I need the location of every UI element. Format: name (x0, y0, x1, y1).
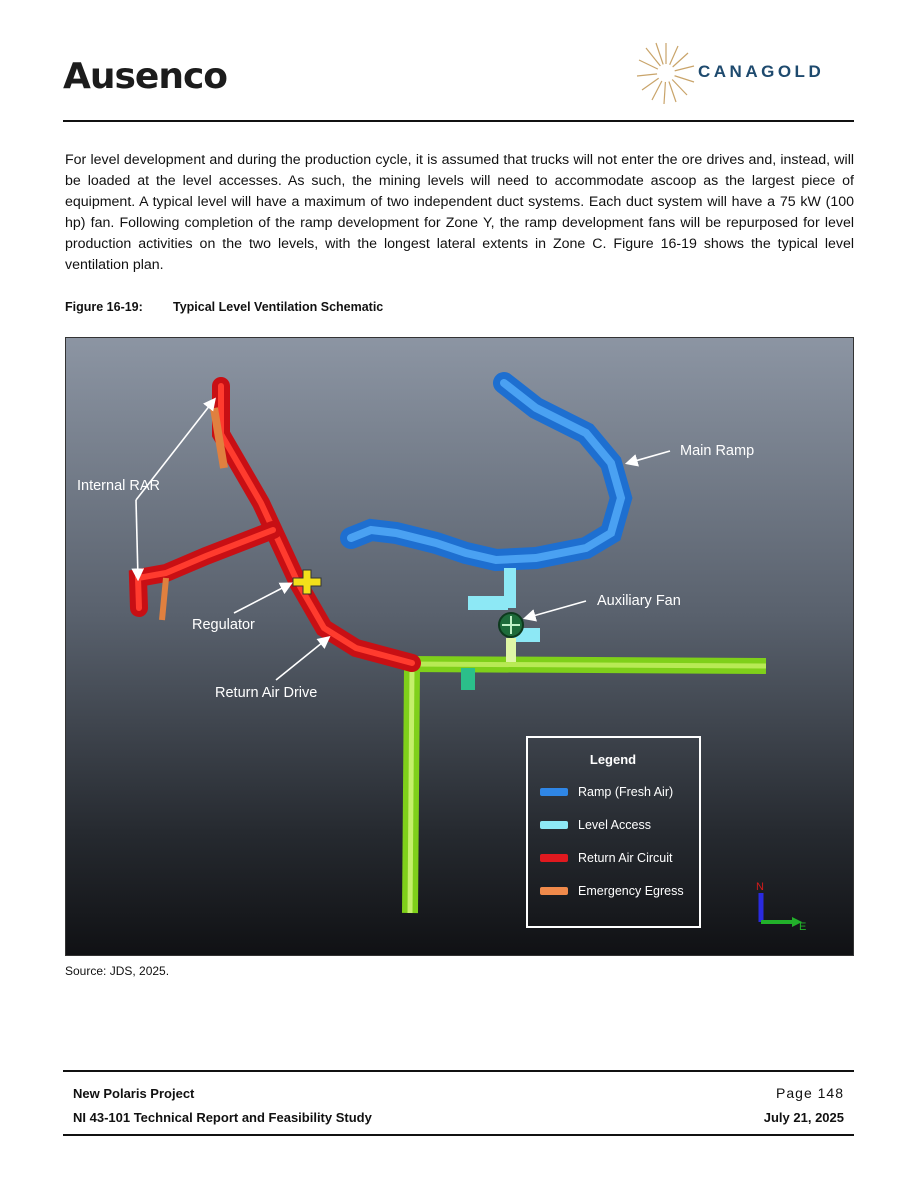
figure-title: Typical Level Ventilation Schematic (173, 300, 384, 314)
compass-east: E (799, 921, 807, 933)
callout-regulator: Regulator (192, 617, 255, 633)
legend-swatch (540, 821, 568, 829)
legend-label: Ramp (Fresh Air) (578, 785, 674, 799)
emergency-egress-2 (162, 578, 166, 620)
canagold-logo (636, 40, 856, 106)
footer-project: New Polaris Project (73, 1086, 195, 1101)
legend-swatch (540, 854, 568, 862)
level-access-stub (461, 668, 475, 690)
ausenco-logo: Ausenco (63, 56, 228, 97)
legend-label: Return Air Circuit (578, 851, 673, 865)
footer-report: NI 43-101 Technical Report and Feasibility Study (73, 1110, 372, 1125)
schematic-drawing (66, 338, 854, 956)
compass-north: N (756, 881, 764, 893)
footer-rule-top (63, 1070, 854, 1072)
legend (526, 736, 701, 928)
header-rule (63, 120, 854, 122)
legend-swatch (540, 887, 568, 895)
legend-item-return-air (540, 850, 672, 866)
legend-label: Emergency Egress (578, 884, 684, 898)
callout-return-air-drive: Return Air Drive (215, 685, 318, 701)
ventilation-schematic (65, 337, 854, 956)
callout-internal-rar: Internal RAR (77, 478, 161, 494)
figure-number: Figure 16-19: (65, 300, 143, 314)
footer-date: July 21, 2025 (763, 1110, 844, 1125)
legend-swatch (540, 788, 568, 796)
legend-item-ramp (540, 784, 673, 800)
figure-source: Source: JDS, 2025. (65, 964, 170, 978)
sunburst-icon (636, 40, 696, 106)
callout-main-ramp: Main Ramp (680, 443, 755, 459)
main-ramp (351, 383, 621, 560)
figure-caption (65, 300, 383, 314)
legend-label: Level Access (578, 818, 651, 832)
legend-title: Legend (589, 752, 637, 767)
footer-page-number: Page 148 (776, 1085, 844, 1101)
footer-rule-bottom (63, 1134, 854, 1136)
legend-item-level-access (540, 817, 651, 833)
callout-auxiliary-fan: Auxiliary Fan (597, 593, 681, 609)
auxiliary-fan-icon (499, 613, 523, 637)
legend-item-egress (540, 883, 684, 899)
body-paragraph: For level development and during the production cycle, it is assumed that trucks will not enter the ore drives and, instead, will be loaded at the level accesses. As such, the mining levels will need to accommodate ascoop as the largest piece of equipment. A typical level will have a maximum of two independent duct systems. Each duct system will have a 75 kW (100 hp) fan. Following completion of the ramp development for Zone Y, the ramp development fans will be repurposed for level production activities on the two levels, with the longest lateral extents in Zone C. Figure 16-19 shows the typical level ventilation plan. (65, 152, 854, 273)
compass-icon (756, 881, 806, 933)
canagold-wordmark: CANAGOLD (698, 62, 825, 81)
